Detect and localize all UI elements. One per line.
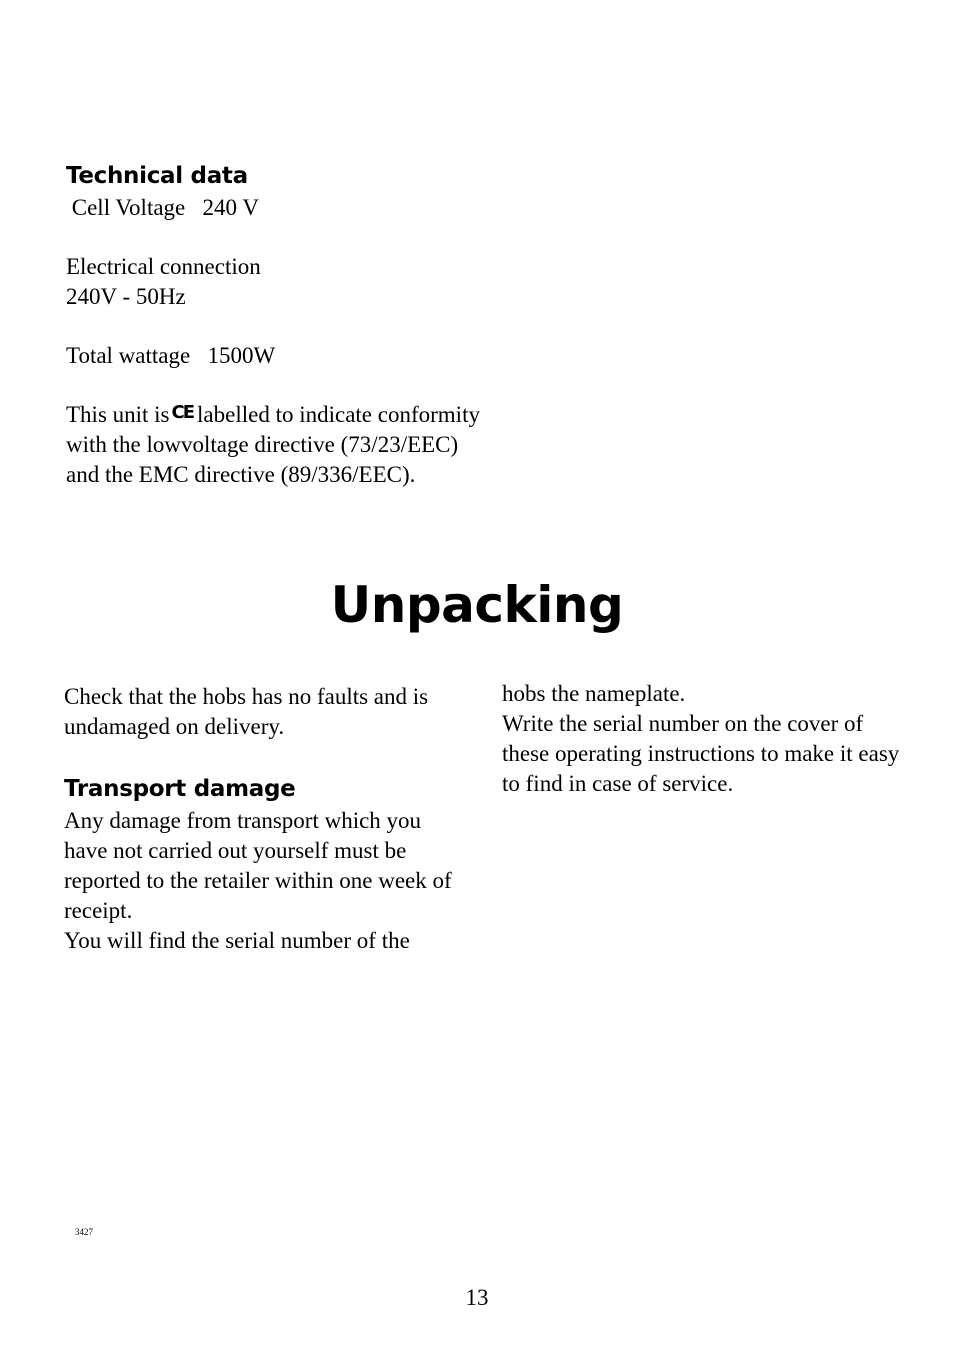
write-serial-number-text: Write the serial number on the cover of these operating instructions to make it easy to find in case of service. bbox=[502, 711, 900, 796]
transport-damage-heading: Transport damage bbox=[64, 776, 296, 802]
left-column bbox=[64, 682, 464, 956]
serial-number-text-start: You will find the serial number of the bbox=[64, 928, 410, 953]
ce-text-after: labelled to indicate conformity with the lowvoltage directive (73/23/EEC) and the EMC directive (89/336/EEC). bbox=[66, 402, 480, 487]
page-number: 13 bbox=[465, 1285, 489, 1310]
electrical-connection-block bbox=[66, 252, 261, 312]
electrical-connection-value: 240V - 50Hz bbox=[66, 284, 186, 309]
check-delivery-text: Check that the hobs has no faults and is undamaged on delivery. bbox=[64, 684, 429, 739]
document-code: 3427 bbox=[75, 1227, 93, 1237]
unpacking-title: Unpacking bbox=[330, 576, 624, 634]
ce-conformity-paragraph bbox=[66, 400, 486, 490]
cell-voltage-line: Cell Voltage 240 V bbox=[66, 195, 259, 220]
electrical-connection-label: Electrical connection bbox=[66, 254, 261, 279]
ce-text-before: This unit is bbox=[66, 402, 170, 427]
serial-number-text-end: hobs the nameplate. bbox=[502, 681, 686, 706]
transport-damage-text: Any damage from transport which you have not carried out yourself must be reported to the retailer within one week of receipt. bbox=[64, 808, 452, 923]
right-column bbox=[502, 679, 902, 799]
ce-mark-icon: CE bbox=[171, 402, 194, 423]
total-wattage-line: Total wattage 1500W bbox=[66, 343, 276, 368]
technical-data-heading: Technical data bbox=[66, 163, 248, 189]
